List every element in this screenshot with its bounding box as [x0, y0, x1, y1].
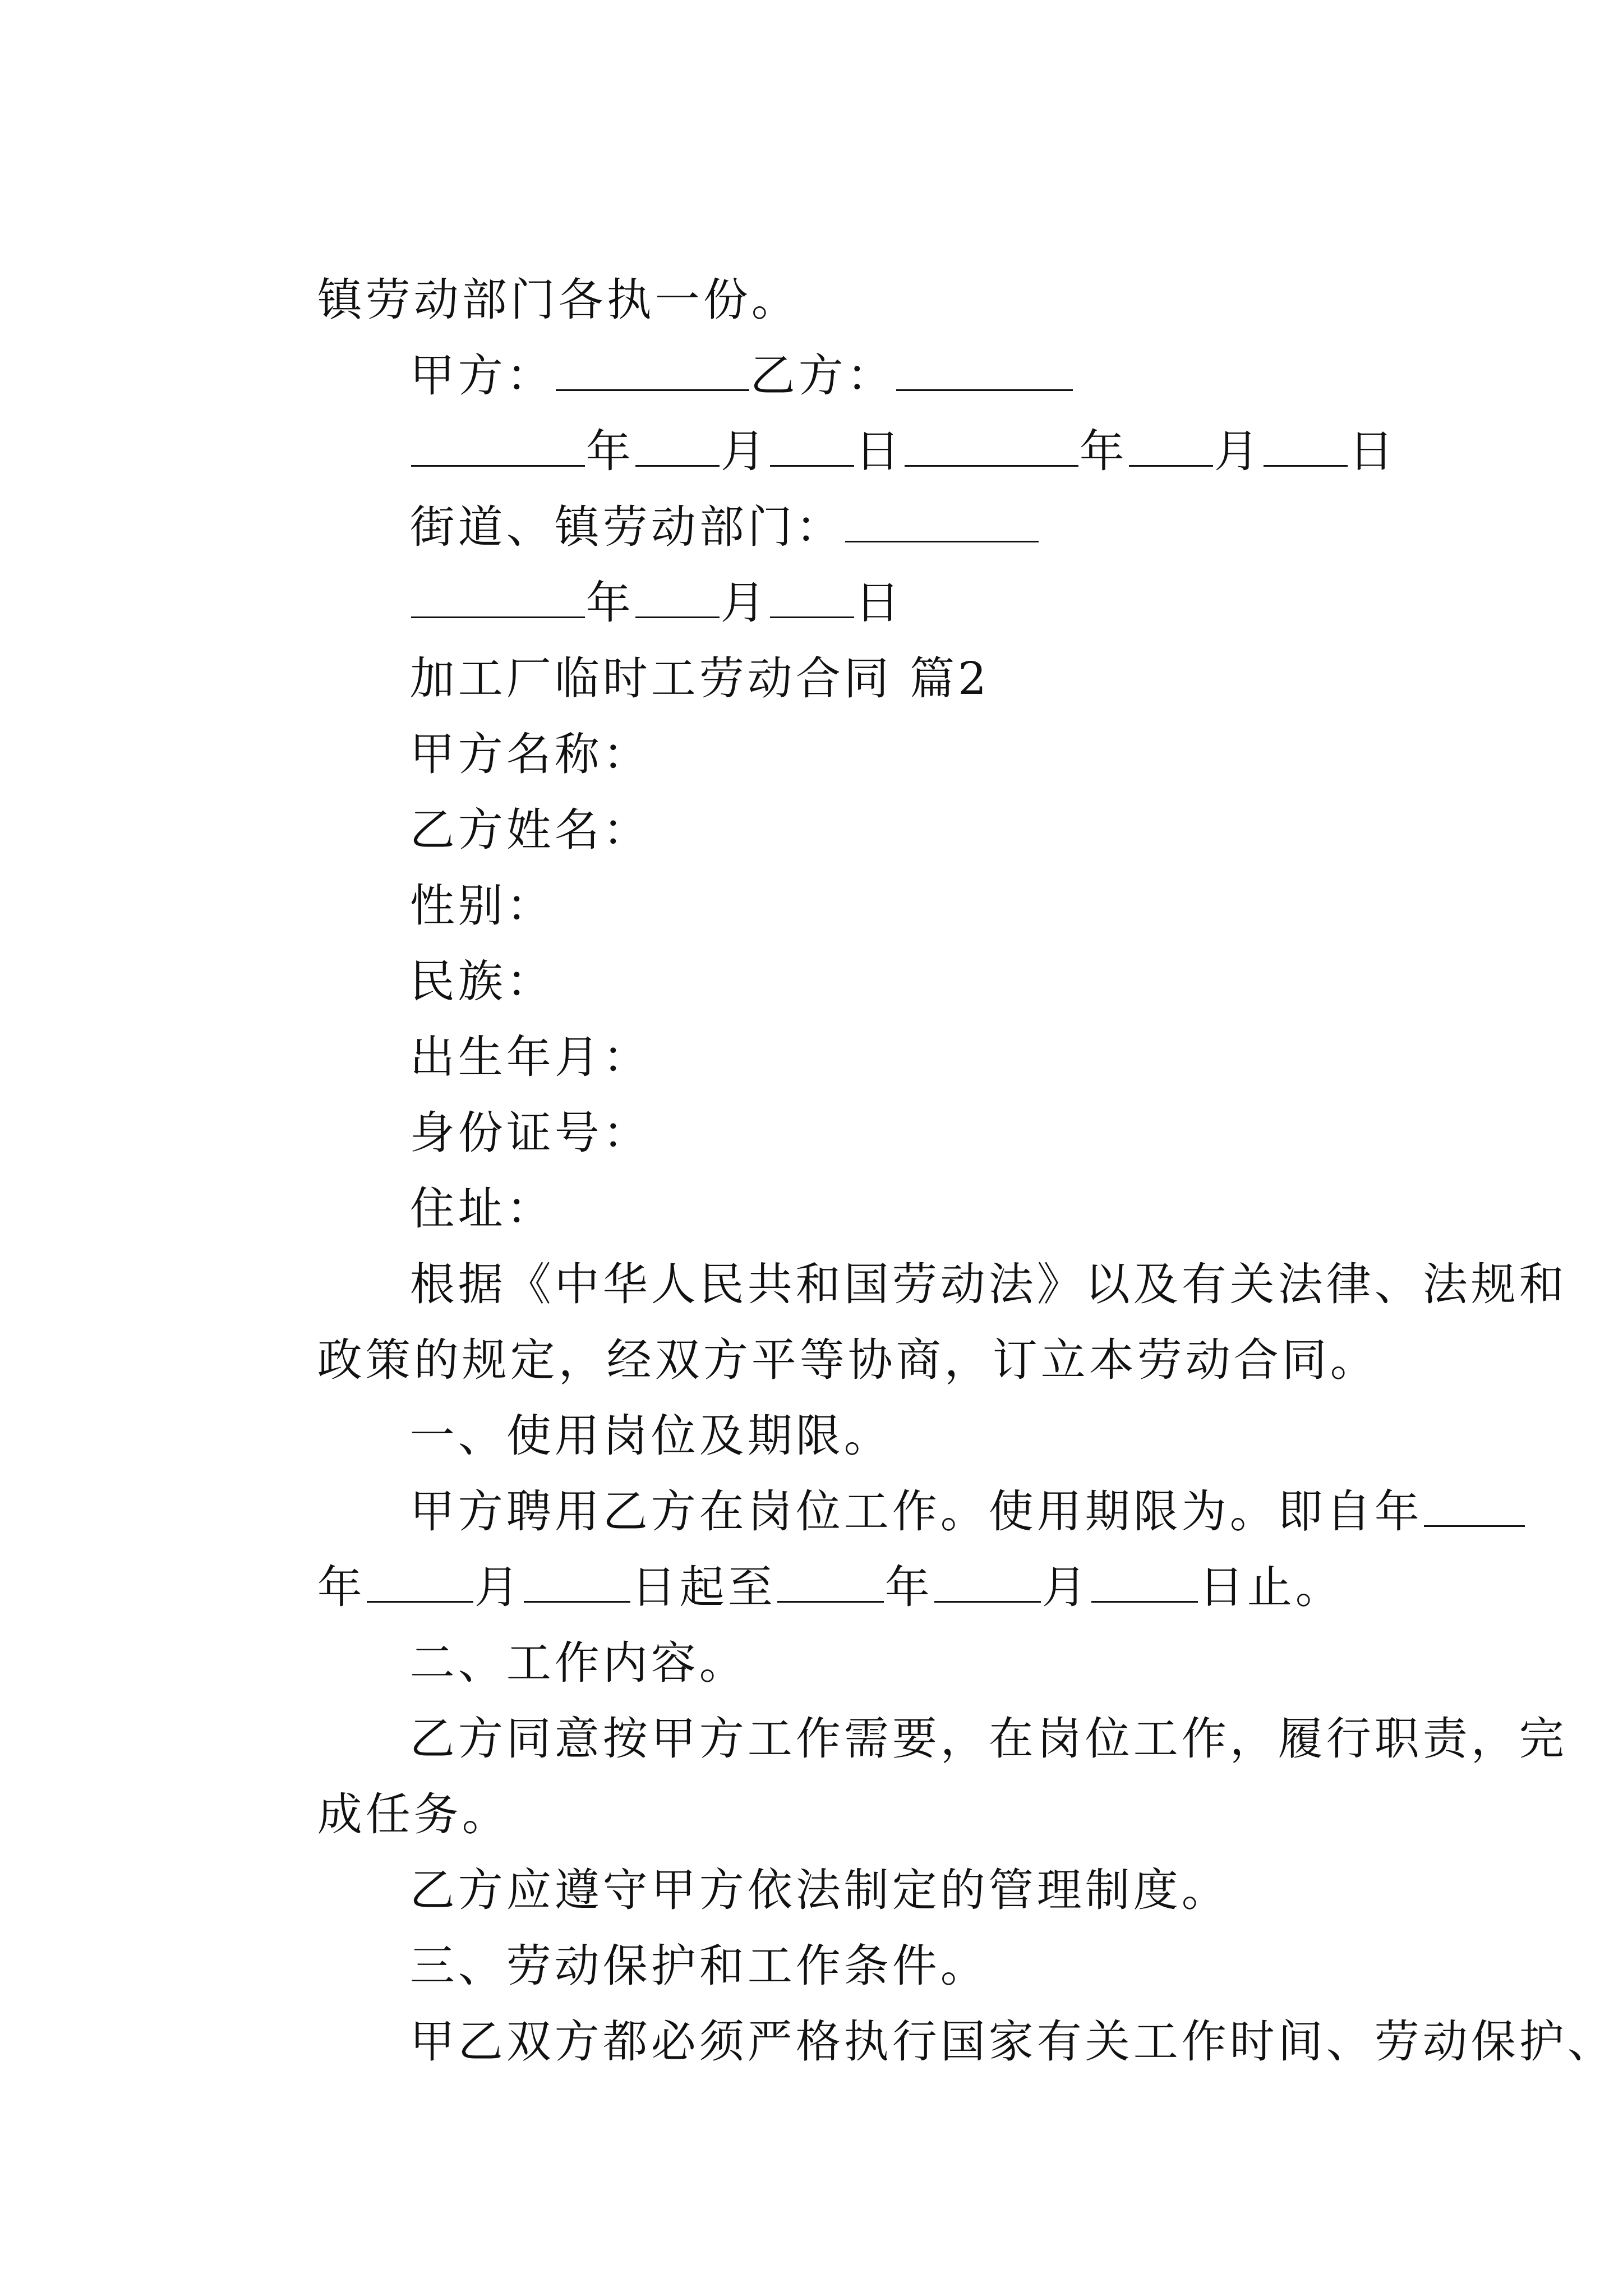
paragraph-line: 成任务。	[317, 1788, 510, 1841]
paragraph-line: 根据《中华人民共和国劳动法》以及有关法律、法规和	[409, 1258, 1567, 1310]
paragraph-line: 年 月 日起至 年 月 日止。	[317, 1561, 1344, 1613]
blank-field[interactable]	[1424, 1490, 1525, 1527]
paragraph-line: 乙方同意按甲方工作需要，在岗位工作，履行职责，完	[409, 1713, 1567, 1765]
paragraph-line: 政策的规定，经双方平等协商，订立本劳动合同。	[317, 1334, 1378, 1386]
blank-field[interactable]	[1129, 430, 1213, 467]
paragraph-line: 乙方应遵守甲方依法制定的管理制度。	[409, 1864, 1230, 1916]
clause-heading: 二、工作内容。	[409, 1637, 748, 1689]
field-label: 民族：	[409, 955, 555, 1007]
text-line: 镇劳动部门各执一份。	[317, 274, 800, 326]
field-label: 身份证号：	[409, 1107, 651, 1159]
field-label: 性别：	[409, 880, 555, 932]
field-label: 出生年月：	[409, 1031, 651, 1083]
blank-field[interactable]	[1264, 430, 1348, 467]
paragraph-line: 甲乙双方都必须严格执行国家有关工作时间、劳动保护、	[409, 2016, 1616, 2068]
signature-line-parties: 甲方： 乙方：	[339, 292, 1074, 460]
blank-field[interactable]	[934, 1566, 1041, 1603]
clause-heading: 一、使用岗位及期限。	[409, 1410, 892, 1462]
field-label: 乙方姓名：	[409, 804, 651, 856]
date-line: 年 月 日 年 月 日	[339, 367, 1397, 536]
paragraph-line: 甲方聘用乙方在岗位工作。使用期限为。即自年	[339, 1428, 1526, 1596]
date-line: 年 月 日	[339, 519, 903, 687]
signature-line-dept: 街道、镇劳动部门：	[339, 443, 1040, 611]
clause-heading: 三、劳动保护和工作条件。	[409, 1940, 989, 1992]
blank-field[interactable]	[777, 1566, 884, 1603]
blank-field[interactable]	[1091, 1566, 1198, 1603]
section-heading: 加工厂临时工劳动合同 篇2	[409, 652, 990, 705]
field-label: 住址：	[409, 1182, 555, 1235]
field-label: 甲方名称：	[409, 728, 651, 780]
